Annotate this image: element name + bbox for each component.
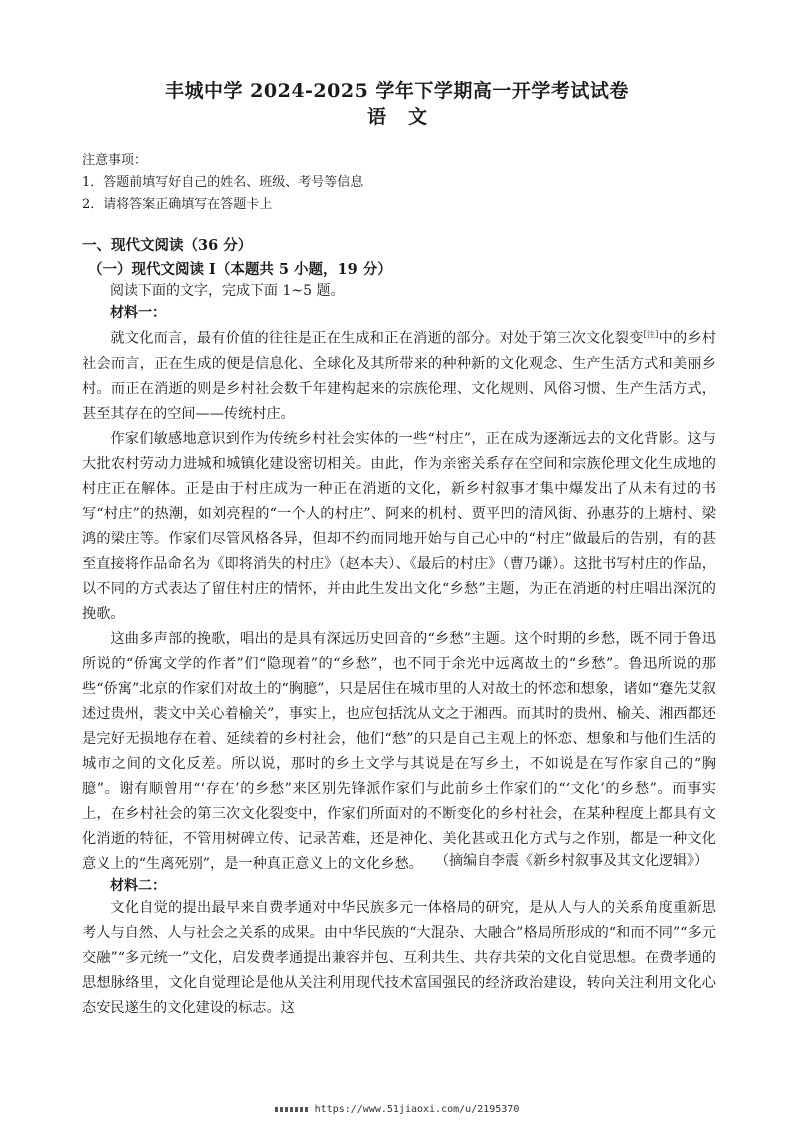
source-citation: （摘编自李震《新乡村叙事及其文化逻辑》） <box>435 853 708 869</box>
subsection-heading: （一）现代文阅读 I（本题共 5 小题，19 分） <box>88 261 392 278</box>
footer-watermark <box>0 1104 794 1115</box>
paragraph-text: 就文化而言，最有价值的往往是正在生成和正在消逝的部分。对处于第三次文化裂变 <box>110 330 644 347</box>
footnote-mark: [注] <box>643 330 659 339</box>
subject-title: 语文 <box>366 106 449 128</box>
material2-body <box>82 896 716 1021</box>
material2-heading: 材料二： <box>110 878 166 894</box>
section-heading: 一、现代文阅读（36 分） <box>82 237 253 254</box>
paragraph: 作家们敏感地意识到作为传统乡村社会实体的一些“村庄”，正在成为逐渐远去的文化背影。这与大批农村劳动力进城和城镇化建设密切相关。由此，作为亲密关系存在空间和宗族伦理文化生成地的村庄正在解体。正是由于村庄成为一种正在消逝的文化，新乡村叙事才集中爆发出了从未有过的书写“村庄”的热潮，如刘亮程的“一个人的村庄”、阿来的机村、贾平凹的清风街、孙惠芬的上塘村、梁鸿的梁庄等。作家们尽管风格各异，但却不约而同地开始与自己心中的“村庄”做最后的告别，有的甚至直接将作品命名为《即将消失的村庄》（赵本夫）、《最后的村庄》（曹乃谦）。这批书写村庄的作品，以不同的方式表达了留住村庄的情怀，并由此生发出文化“乡愁”主题，为正在消逝的村庄唱出深沉的挽歌。 <box>82 430 716 622</box>
notes-block <box>82 150 363 216</box>
notes-item: 1．答题前填写好自己的姓名、班级、考号等信息 <box>82 175 364 190</box>
notes-heading: 注意事项： <box>82 153 148 168</box>
paragraph: 文化自觉的提出最早来自费孝通对中华民族多元一体格局的研究，是从人与人的关系角度重新思考人与自然、人与社会之关系的成果。由中华民族的“大混杂、大融合”格局所形成的“和而不同”“多元交融”“多元统一”文化，启发费孝通提出兼容并包、互利共生、共存共荣的文化自觉思想。在费孝通的思想脉络里，文化自觉理论是他从关注利用现代技术富国强民的经济政治建设，转向关注利用文化心态安民遂生的文化建设的标志。这 <box>82 900 716 1016</box>
reading-instruction: 阅读下面的文字，完成下面 1~5 题。 <box>110 283 345 299</box>
paragraph-text: 中的乡村社会而言，正在生成的便是信息化、全球化及其所带来的种种新的文化观念、生产生活方式和美丽乡村。而正在消逝的则是乡村社会数千年建构起来的宗族伦理、文化规则、风俗习惯、生产生活方式，甚至其存在的空间——传统村庄。 <box>82 330 716 422</box>
material1-body <box>82 322 716 877</box>
paragraph: 这曲多声部的挽歌，唱出的是具有深远历史回音的“乡愁”主题。这个时期的乡愁，既不同于鲁迅所说的“侨寓文学的作者”们“隐现着”的“乡愁”，也不同于余光中远离故土的“乡愁”。鲁迅所说的那些“侨寓”北京的作家们对故土的“胸臆”，只是居住在城市里的人对故土的怀恋和想象，诸如“蹇先艾叙述过贵州，裴文中关心着榆关”，事实上，也应包括沈从文之于湘西。而其时的贵州、榆关、湘西都还是完好无损地存在着、延续着的乡村社会，他们“愁”的只是自己主观上的怀恋、想象和与他们生活的城市之间的文化反差。所以说，那时的乡土文学与其说是在写乡土，不如说是在写作家自己的“胸臆”。谢有顺曾用“‘存在’的乡愁”来区别先锋派作家们与此前乡土作家们的“‘文化’的乡愁”。而事实上，在乡村社会的第三次文化裂变中，作家们所面对的不断变化的乡村社会，在某种程度上都具有文化消逝的特征，不管用树碑立传、记录苦难，还是神化、美化甚或丑化方式与之作别，都是一种文化意义上的“生离死别”，是一种真正意义上的文化乡愁。 <box>82 630 716 872</box>
paragraph <box>82 322 716 427</box>
exam-title: 丰城中学 2024-2025 学年下学期高一开学考试试卷 <box>165 80 629 102</box>
material1-heading: 材料一： <box>110 305 166 321</box>
footer-url: https://www.51jiaoxi.com/u/2195370 <box>314 1104 520 1115</box>
watermark-logo-icon <box>275 1107 309 1112</box>
notes-item: 2．请将答案正确填写在答题卡上 <box>82 197 273 212</box>
